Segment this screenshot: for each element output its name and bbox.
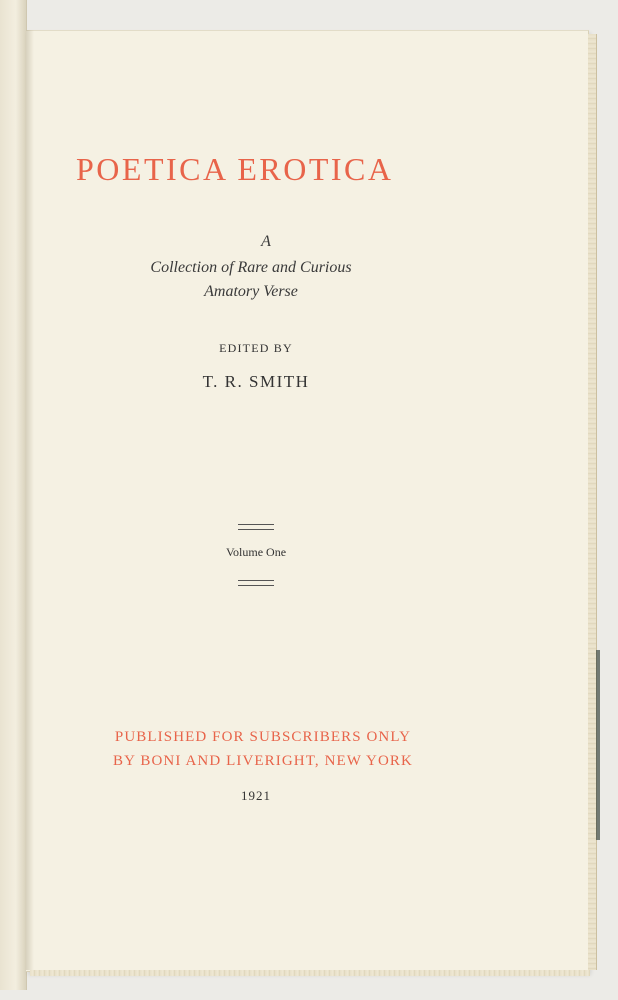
title-page-content: [26, 31, 588, 971]
decorative-rule-top: [238, 524, 274, 530]
editor-name: T. R. SMITH: [202, 372, 310, 391]
volume-label: Volume One: [225, 545, 287, 559]
book-title: POETICA EROTICA: [76, 151, 394, 187]
cover-edge: [596, 650, 600, 840]
title-page: [26, 30, 589, 972]
edited-by-label: EDITED BY: [219, 341, 293, 355]
gutter-shadow: [26, 30, 34, 970]
subtitle-line-2: Amatory Verse: [204, 283, 298, 300]
page-stack-bottom: [30, 970, 590, 976]
publisher-line-2: BY BONI AND LIVERIGHT, NEW YORK: [113, 753, 413, 769]
subtitle-article: A: [261, 233, 271, 250]
subtitle-line-1: Collection of Rare and Curious: [150, 259, 352, 276]
decorative-rule-bottom: [238, 580, 274, 586]
publication-year: 1921: [241, 788, 271, 803]
publisher-line-1: PUBLISHED FOR SUBSCRIBERS ONLY: [114, 729, 412, 745]
left-page-edge: [0, 0, 27, 990]
